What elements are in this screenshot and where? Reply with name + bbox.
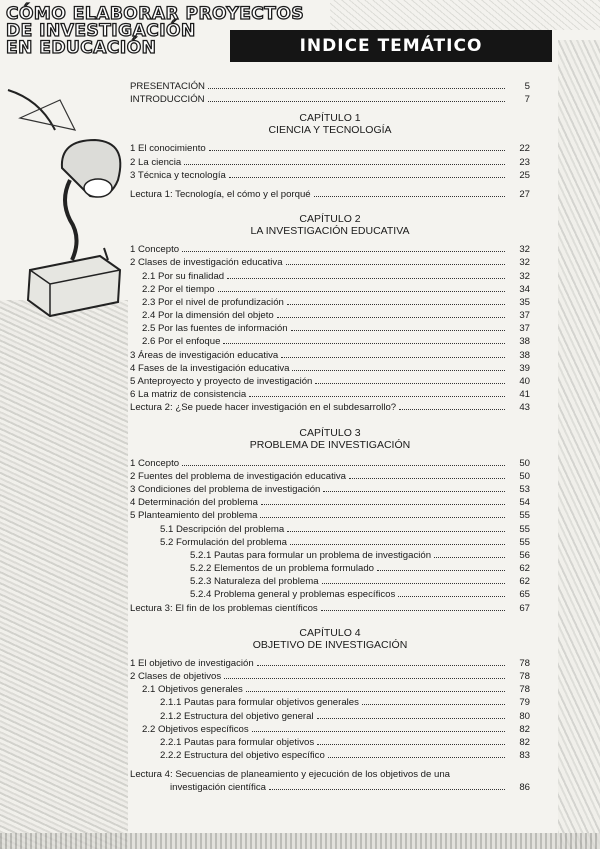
toc-entry-page: 62 (519, 563, 530, 575)
toc-entry (130, 457, 530, 470)
toc-entry-page: 22 (519, 143, 530, 155)
toc-entry-title: 2.2.2 Estructura del objetivo específico (160, 750, 325, 762)
toc-entry-title: 5.2 Formulación del problema (160, 536, 287, 548)
desk-lamp-icon (0, 70, 130, 330)
toc-entry-page: 83 (519, 750, 530, 762)
toc-entry-title: 2 Clases de investigación educativa (130, 257, 283, 269)
toc-lectura (130, 188, 530, 201)
toc-entry-page: 43 (519, 402, 530, 414)
toc-entry-title: 5 Planteamiento del problema (130, 510, 258, 522)
chapter-label: CAPÍTULO 3 (299, 426, 361, 439)
toc-entry-title: 5 Anteproyecto y proyecto de investigación (130, 376, 313, 387)
toc-entry-title: Lectura 3: El fin de los problemas científicos (130, 602, 318, 614)
toc-entry-title: 2.1 Objetivos generales (142, 684, 243, 696)
toc-entry (130, 470, 530, 483)
toc-entry-page: 37 (519, 310, 530, 322)
toc-entry (130, 256, 530, 269)
toc-entry-page: 37 (519, 323, 530, 335)
toc-entry (130, 736, 530, 749)
toc-entry-page: 67 (519, 602, 530, 614)
book-title-line: CÓMO ELABORAR PROYECTOS (6, 4, 305, 24)
toc-entry (130, 723, 530, 736)
toc-entry-title: 2 Clases de objetivos (130, 671, 222, 682)
toc-entry-page: 34 (519, 283, 530, 295)
toc-entry-title: 4 Fases de la investigación educativa (130, 362, 290, 374)
toc-entry-page: 27 (519, 188, 530, 200)
toc-entry-title: 2.1.2 Estructura del objetivo general (160, 710, 314, 722)
toc-entry-title: 2.4 Por la dimensión del objeto (142, 310, 274, 322)
toc-entry-page: 25 (519, 169, 530, 181)
toc-entry-page: 50 (519, 470, 530, 482)
toc-entry (130, 575, 530, 588)
toc-entry-page: 80 (519, 710, 530, 722)
scan-noise-left (0, 300, 128, 849)
toc-entry-page: 38 (519, 336, 530, 348)
toc-entry-title: 5.2.1 Pautas para formular un problema de investigación (190, 549, 432, 561)
toc-entry-title: 3 Condiciones del problema de investigación (130, 483, 321, 495)
toc-entry-title: 2.3 Por el nivel de profundización (142, 296, 284, 308)
toc-entry-page: 53 (519, 483, 530, 495)
toc-entry-title: 1 El objetivo de investigación (130, 657, 254, 669)
toc-entry-title: PRESENTACIÓN (130, 81, 205, 92)
section-banner: INDICE TEMÁTICO (230, 30, 552, 62)
toc-entry (130, 296, 530, 309)
toc-entry (130, 388, 530, 401)
toc-entry-title: 1 Concepto (130, 457, 180, 469)
toc-entry (130, 683, 530, 696)
toc-entry-title: 2.6 Por el enfoque (142, 336, 221, 348)
toc-entry-title: 3 Áreas de investigación educativa (130, 349, 279, 361)
toc-entry (130, 93, 530, 106)
toc-entry (130, 80, 530, 93)
toc-entry (130, 309, 530, 322)
scan-noise-bottom (0, 833, 600, 849)
toc-entry-title: 2.1 Por su finalidad (142, 270, 225, 282)
toc-entry-title: Lectura 4: Secuencias de planeamiento y ejecución de los objetivos de una (130, 769, 451, 781)
toc-entry-page: 55 (519, 510, 530, 522)
toc-entry (130, 588, 530, 601)
chapter-title: CIENCIA Y TECNOLOGÍA (268, 124, 392, 137)
toc-entry-page: 39 (519, 362, 530, 374)
toc-entry-page: 78 (519, 671, 530, 682)
toc-entry-title: 6 La matriz de consistencia (130, 389, 247, 401)
toc-entry-title: 5.1 Descripción del problema (160, 523, 285, 535)
book-title-line: EN EDUCACIÓN (6, 38, 157, 58)
toc-entry (130, 536, 530, 549)
toc-entry-title: investigación científica (170, 782, 266, 794)
toc-entry (130, 523, 530, 536)
toc-entry-page: 50 (519, 457, 530, 469)
toc-entry-page: 65 (519, 589, 530, 601)
toc-entry-title: 5.2.2 Elementos de un problema formulado (190, 563, 374, 575)
chapter-label: CAPÍTULO 4 (299, 626, 361, 639)
toc-entry (130, 509, 530, 522)
toc-entry (130, 657, 530, 670)
toc-entry (130, 549, 530, 562)
toc-entry-page: 38 (519, 349, 530, 361)
toc-entry-page: 82 (519, 723, 530, 735)
toc-entry-title: 3 Técnica y tecnología (130, 169, 226, 181)
toc-entry-page: 62 (519, 576, 530, 588)
toc-entry-page: 78 (519, 657, 530, 669)
toc-entry (130, 483, 530, 496)
toc-entry (130, 156, 530, 169)
toc-entry (130, 710, 530, 723)
toc-entry-page: 5 (524, 81, 530, 92)
toc-lectura (130, 768, 530, 794)
toc-entry-page: 78 (519, 684, 530, 696)
toc-entry-title: INTRODUCCIÓN (130, 94, 205, 106)
toc-entry-page: 32 (519, 270, 530, 282)
toc-entry-page: 55 (519, 536, 530, 548)
scan-noise-right (558, 40, 600, 849)
toc-entry-page: 86 (519, 782, 530, 794)
toc-entry-title: 2.2 Objetivos específicos (142, 723, 249, 735)
toc-entry-title: 2.2.1 Pautas para formular objetivos (160, 736, 315, 748)
toc-entry-title: 5.2.3 Naturaleza del problema (190, 576, 319, 588)
toc-entry (130, 335, 530, 348)
toc-entry (130, 696, 530, 709)
toc-entry-page: 54 (519, 497, 530, 509)
toc-entry-page: 40 (519, 376, 530, 387)
toc-entry-title: 2.5 Por las fuentes de información (142, 323, 288, 335)
toc-entry-page: 32 (519, 257, 530, 269)
toc-entry-title: 1 Concepto (130, 244, 180, 256)
toc-entry-title: Lectura 2: ¿Se puede hacer investigación en el subdesarrollo? (130, 402, 397, 414)
toc-entry-title: 2.2 Por el tiempo (142, 283, 215, 295)
chapter-label: CAPÍTULO 2 (299, 213, 361, 226)
toc-entry (130, 749, 530, 762)
toc-entry-title: 2 La ciencia (130, 156, 182, 168)
toc-entry-title: 2 Fuentes del problema de investigación educativa (130, 470, 346, 482)
toc-entry (130, 496, 530, 509)
toc-entry (130, 670, 530, 683)
toc-entry-page: 7 (524, 94, 530, 106)
toc-entry-title: 1 El conocimiento (130, 143, 206, 155)
toc-entry-page: 79 (519, 697, 530, 709)
toc-lectura (130, 401, 530, 414)
toc-entry (130, 562, 530, 575)
toc-entry (130, 283, 530, 296)
toc-entry-title: Lectura 1: Tecnología, el cómo y el porqué (130, 188, 311, 200)
toc-entry (130, 349, 530, 362)
toc-entry (130, 362, 530, 375)
toc-entry-page: 56 (519, 549, 530, 561)
chapter-title: PROBLEMA DE INVESTIGACIÓN (249, 438, 411, 451)
toc-entry-page: 82 (519, 736, 530, 748)
toc-entry-title: 5.2.4 Problema general y problemas específicos (190, 589, 396, 601)
toc-entry (130, 270, 530, 283)
toc-entry-page: 41 (519, 389, 530, 401)
toc-entry (130, 243, 530, 256)
book-title-line: DE INVESTIGACIÓN (6, 21, 196, 41)
chapter-label: CAPÍTULO 1 (299, 112, 361, 125)
toc-entry (130, 142, 530, 155)
chapter-title: OBJETIVO DE INVESTIGACIÓN (252, 638, 408, 651)
toc-entry-title: 2.1.1 Pautas para formular objetivos generales (160, 697, 359, 709)
toc-entry (130, 322, 530, 335)
chapter-title: LA INVESTIGACIÓN EDUCATIVA (250, 225, 410, 238)
scan-noise-top (330, 0, 600, 30)
toc-entry (130, 375, 530, 388)
toc-entry-page: 55 (519, 523, 530, 535)
toc-entry-title: 4 Determinación del problema (130, 497, 258, 509)
toc-entry-page: 32 (519, 244, 530, 256)
toc-entry (130, 169, 530, 182)
toc-entry-page: 23 (519, 156, 530, 168)
table-of-contents (130, 80, 530, 794)
toc-entry-page: 35 (519, 296, 530, 308)
toc-lectura (130, 602, 530, 615)
book-title (6, 4, 305, 58)
